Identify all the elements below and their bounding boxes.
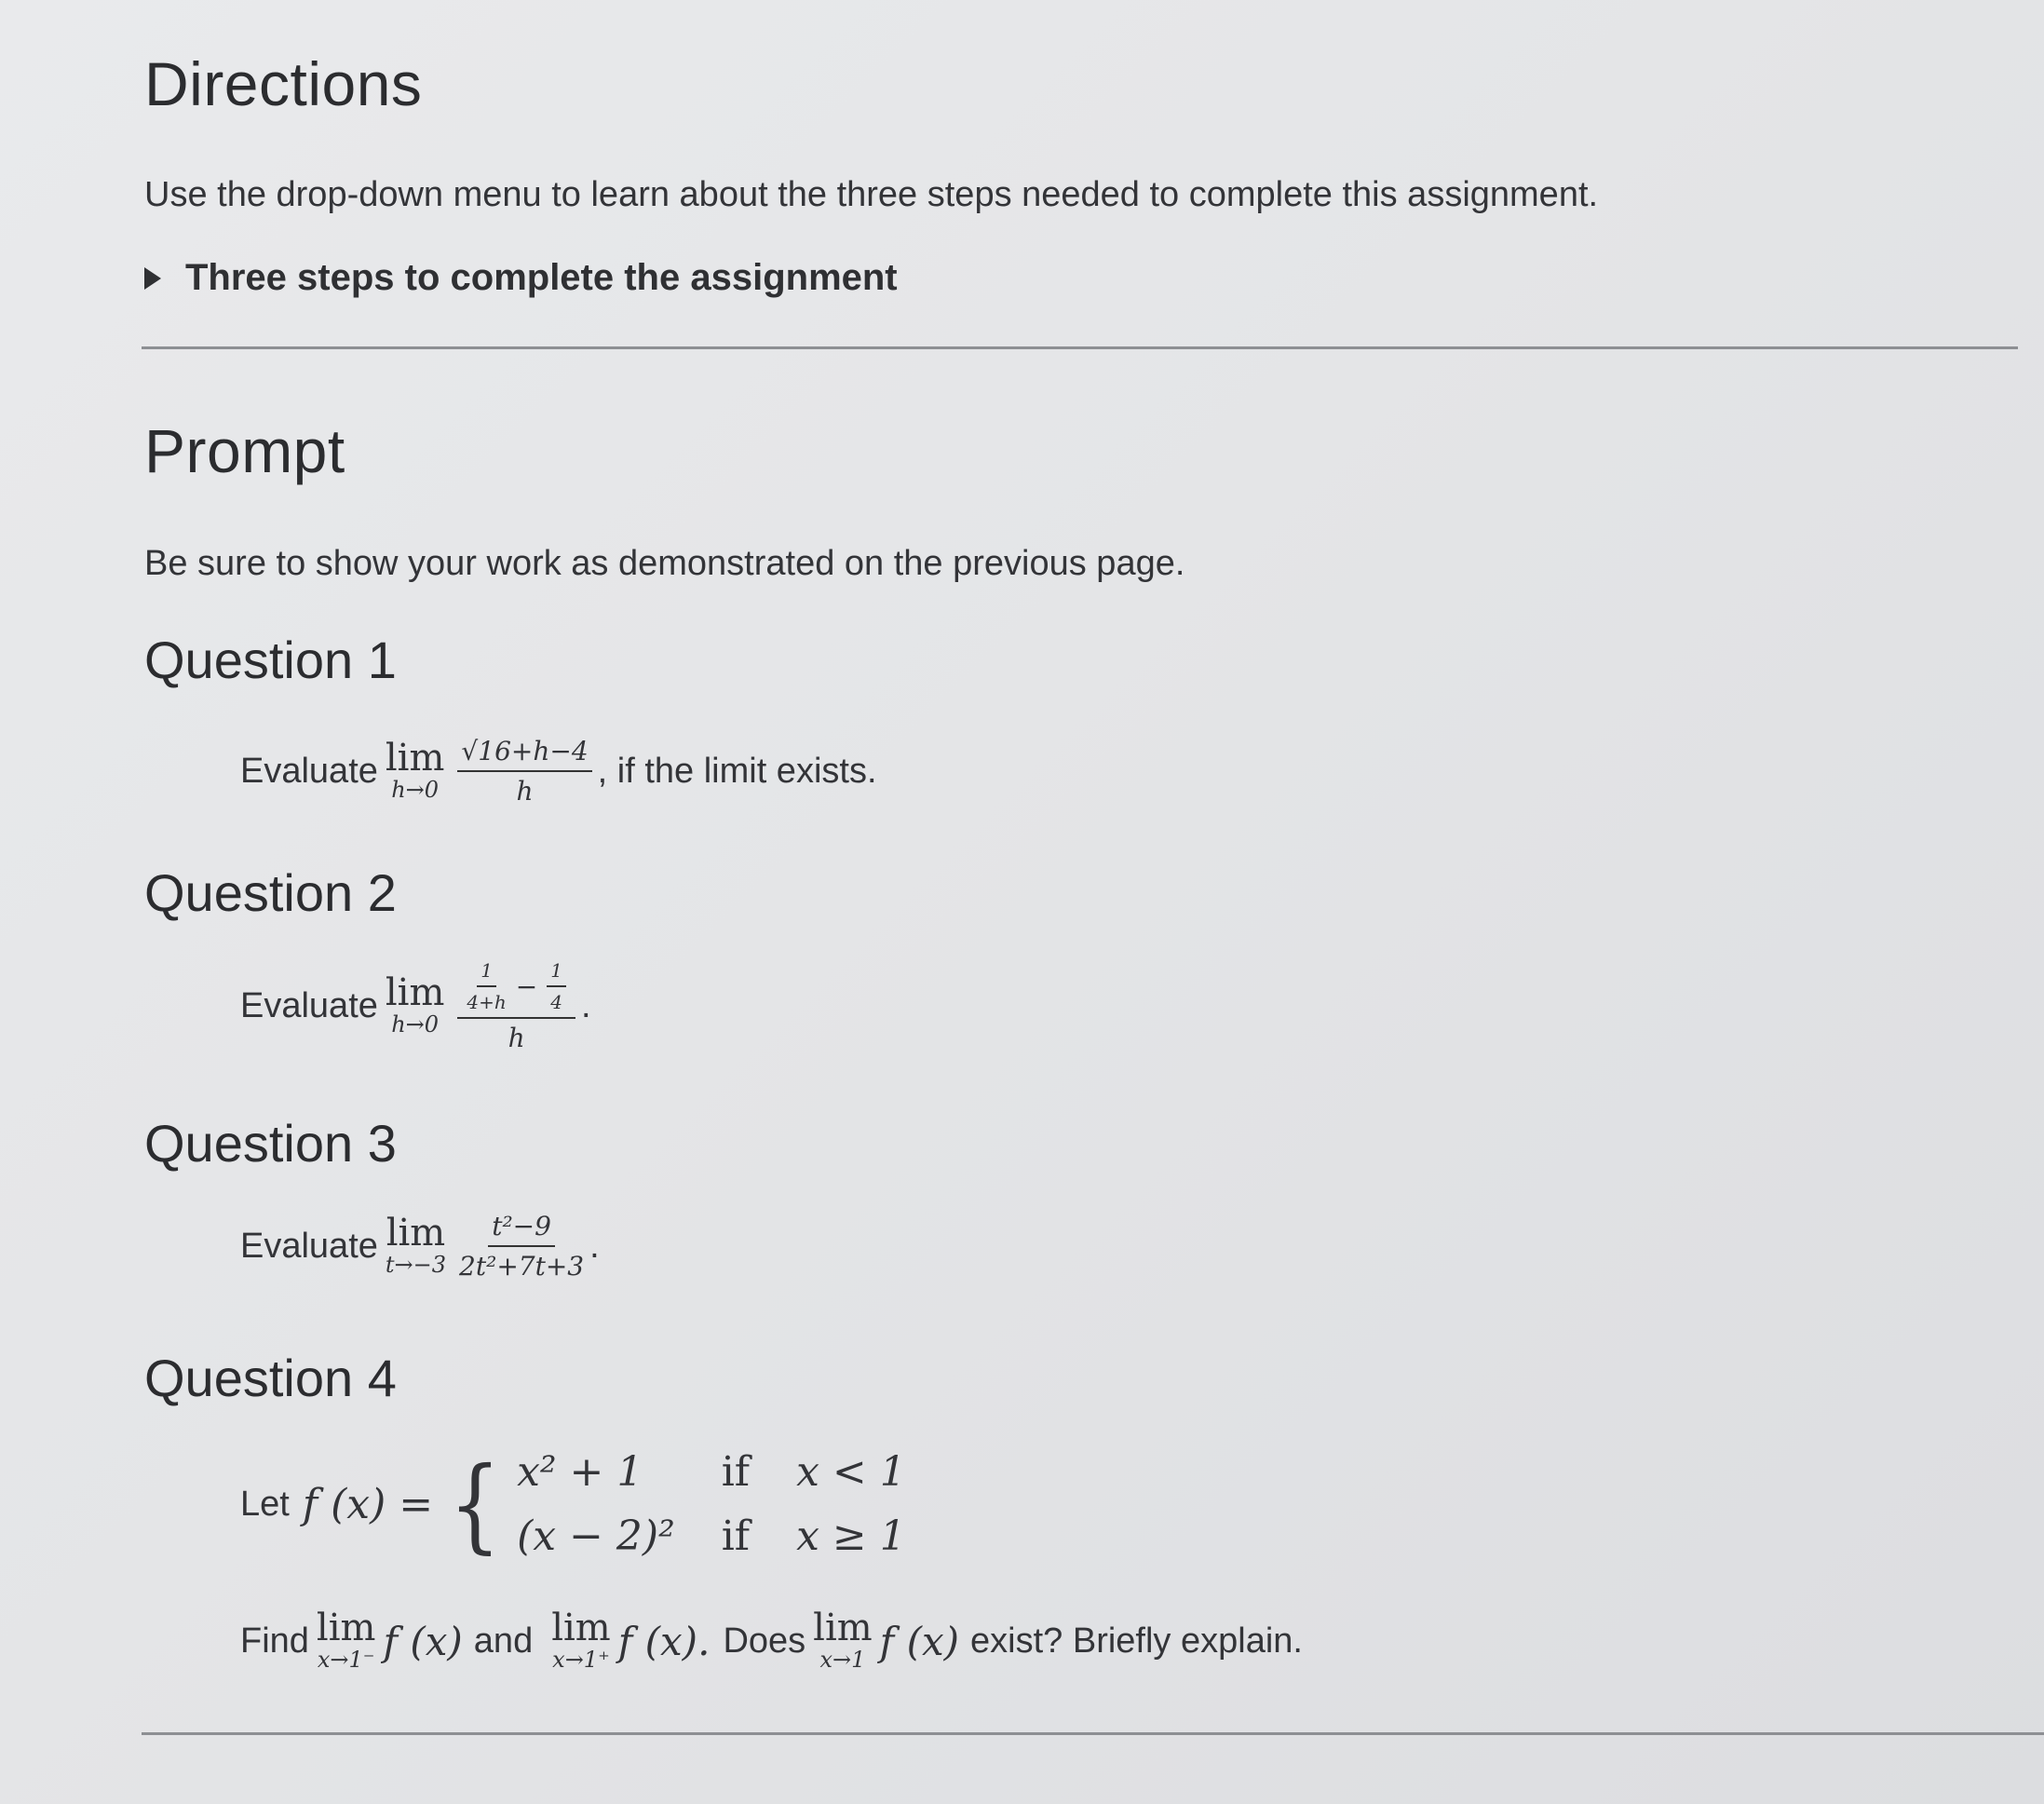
fraction-denominator: 2t²+7t+3 [459, 1251, 585, 1282]
lim-subscript: x→1⁻ [317, 1647, 375, 1673]
question-4-task [240, 1609, 1303, 1674]
directions-text: Use the drop-down menu to learn about the three steps needed to complete this assignment. [144, 175, 1599, 214]
let-word: Let [240, 1484, 290, 1524]
piecewise-cases [517, 1448, 906, 1560]
function-name: f (x) = [302, 1480, 434, 1528]
question-4-heading: Question 4 [144, 1349, 397, 1407]
question-4-definition [240, 1445, 906, 1564]
limit-operator [551, 1609, 611, 1674]
fraction-denominator: h [508, 1023, 525, 1053]
function-expression: f (x) [383, 1618, 463, 1664]
caret-right-icon [144, 267, 161, 290]
question-3-body [240, 1211, 600, 1282]
left-brace: { [449, 1445, 502, 1564]
case-2-if: if [721, 1512, 751, 1560]
lim-subscript: t→−3 [385, 1251, 447, 1278]
evaluate-word: Evaluate [240, 1226, 378, 1266]
lim-subscript: x→1 [819, 1647, 866, 1673]
question-2-tail: . [580, 986, 591, 1025]
limit-operator [385, 971, 445, 1038]
fraction-denominator: h [516, 776, 534, 807]
limit-operator [385, 1211, 447, 1279]
fraction-numerator: √16+h−4 [457, 736, 591, 772]
does-word: Does [723, 1621, 806, 1661]
lim-subscript: h→0 [391, 1011, 440, 1038]
lim-word: lim [551, 1607, 611, 1649]
case-1-if: if [721, 1448, 751, 1496]
question-1-body [240, 736, 877, 807]
inner-numerator: 1 [477, 959, 496, 987]
question-3-heading: Question 3 [144, 1114, 397, 1173]
lim-word: lim [386, 1211, 446, 1255]
minus-sign: − [515, 970, 538, 1002]
fraction-numerator: t²−9 [488, 1211, 555, 1247]
lim-subscript: x→1⁺ [552, 1647, 610, 1673]
limit-operator [813, 1609, 873, 1674]
inner-fraction-2 [547, 959, 566, 1013]
prompt-heading: Prompt [144, 416, 345, 485]
question-3-tail: . [589, 1226, 600, 1266]
inner-denominator: 4 [550, 991, 562, 1013]
question-2-heading: Question 2 [144, 863, 397, 922]
function-expression: f (x) [879, 1618, 960, 1664]
case-2-condition: x ≥ 1 [796, 1512, 906, 1560]
lim-word: lim [385, 736, 445, 780]
case-2-expression: (x − 2)² [517, 1512, 675, 1560]
section-divider [142, 346, 2018, 349]
lim-word: lim [813, 1607, 873, 1649]
question-4-tail: exist? Briefly explain. [970, 1621, 1303, 1661]
case-1-expression: x² + 1 [517, 1448, 643, 1496]
lim-word: lim [316, 1607, 376, 1649]
evaluate-word: Evaluate [240, 751, 378, 791]
prompt-text: Be sure to show your work as demonstrated on the previous page. [144, 544, 1185, 583]
fraction-numerator [457, 959, 575, 1019]
inner-fraction-1 [467, 959, 506, 1013]
question-2-body [240, 959, 591, 1053]
fraction [457, 959, 575, 1053]
three-steps-dropdown[interactable] [144, 257, 898, 299]
bottom-divider [142, 1732, 2044, 1735]
lim-word: lim [385, 971, 445, 1015]
case-1-condition: x < 1 [796, 1448, 906, 1496]
inner-denominator: 4+h [467, 991, 507, 1013]
function-expression: f (x). [617, 1618, 711, 1664]
limit-operator [385, 736, 445, 804]
limit-operator [317, 1609, 376, 1674]
question-1-tail: , if the limit exists. [597, 751, 877, 791]
inner-numerator: 1 [547, 959, 566, 987]
evaluate-word: Evaluate [240, 986, 378, 1025]
dropdown-label: Three steps to complete the assignment [185, 257, 898, 298]
and-word: and [473, 1621, 534, 1661]
question-1-heading: Question 1 [144, 631, 397, 689]
directions-heading: Directions [144, 49, 423, 118]
fraction [457, 736, 591, 807]
fraction [459, 1211, 584, 1282]
lim-subscript: h→0 [391, 776, 440, 803]
find-word: Find [240, 1621, 309, 1661]
